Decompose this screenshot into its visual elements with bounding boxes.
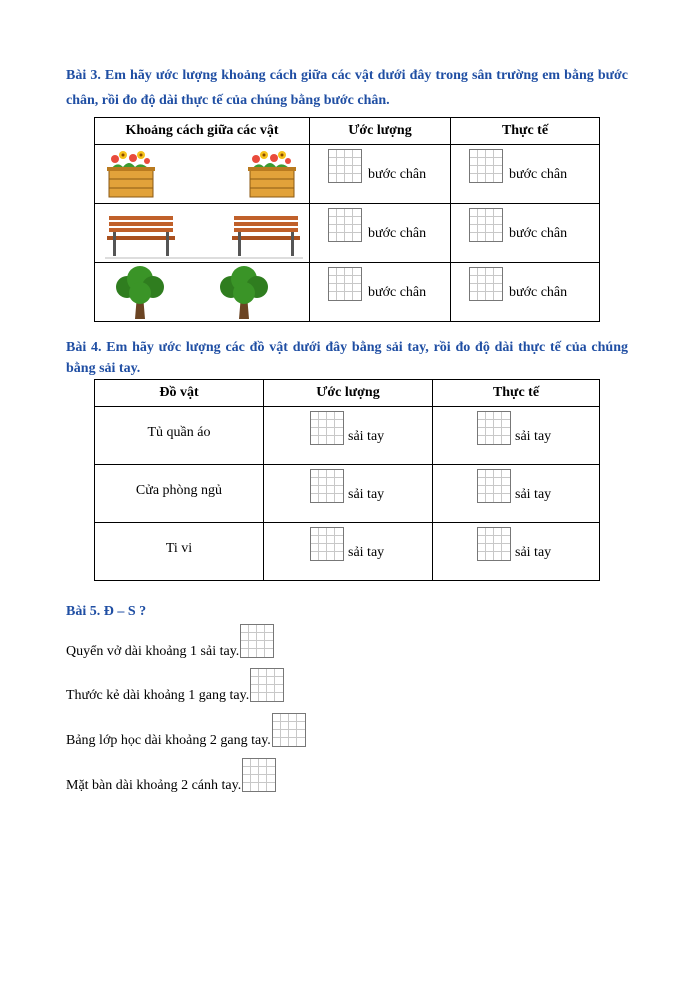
answer-box[interactable] xyxy=(477,411,511,445)
unit-label: bước chân xyxy=(368,285,427,300)
bai3-row3-estimate xyxy=(310,263,451,322)
unit-label: bước chân xyxy=(368,226,427,241)
bai3-heading: Bài 3. Em hãy ước lượng khoảng cách giữa các vật dưới đây trong sân trường em bằng bước chân, rồi đo độ dài thực tế của chúng bằng bước chân. xyxy=(66,68,628,108)
unit-label: sải tay xyxy=(348,429,385,444)
answer-box[interactable] xyxy=(310,469,344,503)
item-label: Tủ quần áo xyxy=(147,425,211,440)
item-label: Ti vi xyxy=(165,541,193,556)
bai5-heading: Bài 5. Đ – S ? xyxy=(66,604,147,619)
bai4-row2-item xyxy=(95,465,264,523)
bench-icon xyxy=(95,204,309,262)
answer-box[interactable] xyxy=(328,149,362,183)
statement-2 xyxy=(66,668,284,704)
unit-label: sải tay xyxy=(348,487,385,502)
bai3-row2-actual xyxy=(451,204,600,263)
bai3-row1-actual xyxy=(451,145,600,204)
bai4-heading: Bài 4. Em hãy ước lượng các đồ vật dưới đây bằng sải tay, rồi đo độ dài thực tế của chúng bằng sải tay. xyxy=(66,340,628,376)
answer-box[interactable] xyxy=(469,149,503,183)
bai4-row3-item xyxy=(95,523,264,581)
bai4-row2-estimate xyxy=(264,465,433,523)
statement-4 xyxy=(66,758,276,794)
bai3-row3-actual xyxy=(451,263,600,322)
bai4-header-item: Đồ vật xyxy=(95,380,264,407)
bai4-row2-actual xyxy=(433,465,600,523)
true-false-box[interactable] xyxy=(250,668,284,702)
statement-1 xyxy=(66,624,274,660)
unit-label: sải tay xyxy=(515,545,552,560)
statement-text: Bảng lớp học dài khoảng 2 gang tay. xyxy=(66,733,271,748)
bai4-header-estimate: Ước lượng xyxy=(264,380,433,407)
statement-text: Mặt bàn dài khoảng 2 cánh tay. xyxy=(66,778,242,793)
answer-box[interactable] xyxy=(310,411,344,445)
answer-box[interactable] xyxy=(310,527,344,561)
answer-box[interactable] xyxy=(328,267,362,301)
answer-box[interactable] xyxy=(477,469,511,503)
answer-box[interactable] xyxy=(469,208,503,242)
statement-3 xyxy=(66,713,306,749)
answer-box[interactable] xyxy=(477,527,511,561)
bai4-row1-item xyxy=(95,407,264,465)
true-false-box[interactable] xyxy=(240,624,274,658)
tree-icon xyxy=(95,263,309,321)
bai3-header-distance: Khoảng cách giữa các vật xyxy=(95,118,310,145)
bai3-row1-estimate xyxy=(310,145,451,204)
bai3-table xyxy=(94,117,600,322)
bai3-header-estimate: Ước lượng xyxy=(310,118,451,145)
bai4-header-actual: Thực tế xyxy=(433,380,600,407)
unit-label: sải tay xyxy=(515,429,552,444)
bai4-table xyxy=(94,379,600,581)
bai3-row2-objects xyxy=(95,204,310,263)
unit-label: sải tay xyxy=(515,487,552,502)
unit-label: bước chân xyxy=(509,226,568,241)
true-false-box[interactable] xyxy=(242,758,276,792)
bai3-header-actual: Thực tế xyxy=(451,118,600,145)
bai4-row3-actual xyxy=(433,523,600,581)
bai4-row3-estimate xyxy=(264,523,433,581)
statement-text: Thước kẻ dài khoảng 1 gang tay. xyxy=(66,688,250,703)
unit-label: bước chân xyxy=(368,167,427,182)
unit-label: bước chân xyxy=(509,167,568,182)
unit-label: bước chân xyxy=(509,285,568,300)
unit-label: sải tay xyxy=(348,545,385,560)
flower-pot-icon xyxy=(95,145,309,203)
bai4-row1-actual xyxy=(433,407,600,465)
bai3-row3-objects xyxy=(95,263,310,322)
item-label: Cửa phòng ngủ xyxy=(135,483,223,498)
bai3-row1-objects xyxy=(95,145,310,204)
bai3-row2-estimate xyxy=(310,204,451,263)
bai4-row1-estimate xyxy=(264,407,433,465)
true-false-box[interactable] xyxy=(272,713,306,747)
statement-text: Quyển vở dài khoảng 1 sải tay. xyxy=(66,644,240,659)
answer-box[interactable] xyxy=(469,267,503,301)
answer-box[interactable] xyxy=(328,208,362,242)
